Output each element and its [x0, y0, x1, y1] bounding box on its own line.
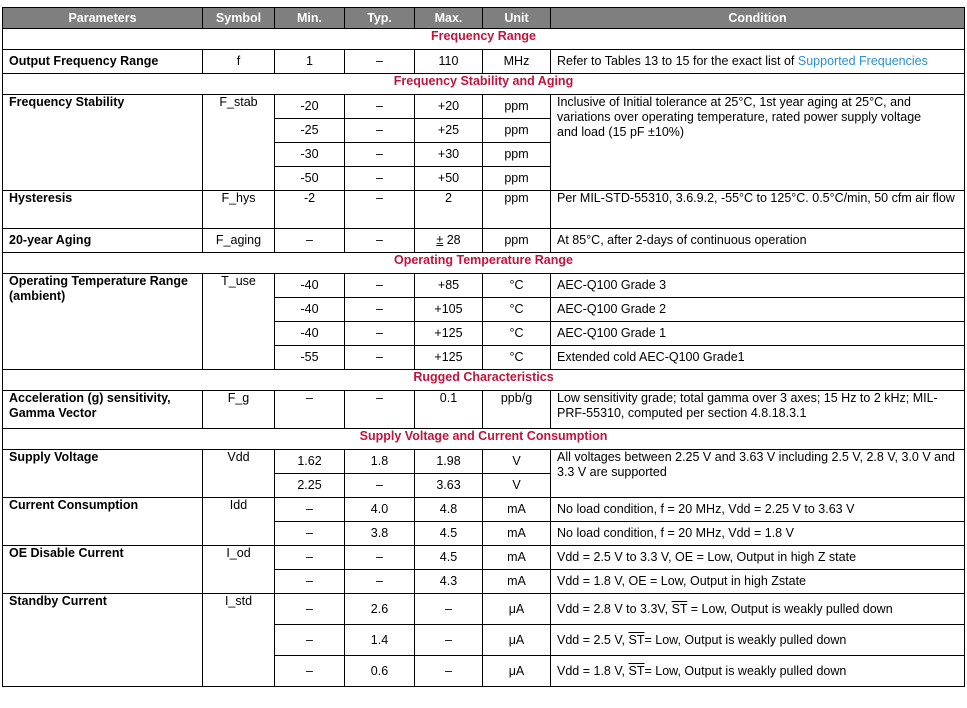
- typ-value: –: [345, 391, 415, 429]
- unit: ppm: [483, 191, 551, 229]
- typ-value: –: [345, 119, 415, 143]
- max-value: 4.8: [415, 498, 483, 522]
- min-value: –: [275, 546, 345, 570]
- condition: Inclusive of Initial tolerance at 25°C, 1st year aging at 25°C, and variations over operating temperature, rated power supply voltage and load (15 pF ±10%): [551, 95, 965, 191]
- condition: AEC-Q100 Grade 3: [551, 274, 965, 298]
- unit: V: [483, 474, 551, 498]
- min-value: 1: [275, 50, 345, 74]
- typ-value: 1.8: [345, 450, 415, 474]
- supported-frequencies-link[interactable]: Supported Frequencies: [797, 54, 928, 68]
- unit: ppb/g: [483, 391, 551, 429]
- unit: MHz: [483, 50, 551, 74]
- param-name: Frequency Stability: [3, 95, 203, 191]
- section-title: Operating Temperature Range: [3, 253, 965, 274]
- typ-value: 1.4: [345, 625, 415, 656]
- condition: [551, 50, 965, 74]
- min-value: –: [275, 498, 345, 522]
- header-condition: Condition: [551, 8, 965, 29]
- typ-value: –: [345, 95, 415, 119]
- typ-value: 4.0: [345, 498, 415, 522]
- min-value: -2: [275, 191, 345, 229]
- unit: mA: [483, 522, 551, 546]
- typ-value: 0.6: [345, 656, 415, 687]
- st-pin-label: $\overline{ST}$: [671, 601, 688, 616]
- condition: Vdd = 2.5 V to 3.3 V, OE = Low, Output in high Z state: [551, 546, 965, 570]
- condition-suffix: = Low, Output is weakly pulled down: [644, 663, 847, 678]
- table-row: [3, 450, 965, 474]
- table-row: [3, 274, 965, 298]
- max-value: 2: [415, 191, 483, 229]
- max-value: –: [415, 656, 483, 687]
- typ-value: –: [345, 322, 415, 346]
- condition: [551, 594, 965, 625]
- symbol: f: [203, 50, 275, 74]
- max-value: 110: [415, 50, 483, 74]
- symbol: I_std: [203, 594, 275, 687]
- min-value: –: [275, 570, 345, 594]
- max-value: 1.98: [415, 450, 483, 474]
- min-value: -20: [275, 95, 345, 119]
- condition: At 85°C, after 2-days of continuous operation: [551, 229, 965, 253]
- param-name: Hysteresis: [3, 191, 203, 229]
- min-value: 2.25: [275, 474, 345, 498]
- min-value: –: [275, 391, 345, 429]
- unit: ppm: [483, 167, 551, 191]
- st-pin-label: $\overline{ST}$: [628, 632, 645, 647]
- max-number: 28: [443, 233, 461, 247]
- condition-prefix: Vdd = 2.8 V to 3.3V,: [557, 601, 672, 616]
- min-value: –: [275, 229, 345, 253]
- condition-prefix: Vdd = 2.5 V,: [557, 632, 629, 647]
- unit: μA: [483, 594, 551, 625]
- typ-value: –: [345, 474, 415, 498]
- condition: AEC-Q100 Grade 1: [551, 322, 965, 346]
- param-name: 20-year Aging: [3, 229, 203, 253]
- typ-value: –: [345, 274, 415, 298]
- min-value: -40: [275, 322, 345, 346]
- unit: °C: [483, 298, 551, 322]
- section-title: Frequency Range: [3, 29, 965, 50]
- header-typ: Typ.: [345, 8, 415, 29]
- max-value: +125: [415, 322, 483, 346]
- unit: ppm: [483, 143, 551, 167]
- min-value: -40: [275, 298, 345, 322]
- unit: °C: [483, 346, 551, 370]
- min-value: -25: [275, 119, 345, 143]
- min-value: -30: [275, 143, 345, 167]
- plus-minus-sign: ±: [436, 233, 444, 247]
- section-title: Supply Voltage and Current Consumption: [3, 429, 965, 450]
- unit: ppm: [483, 229, 551, 253]
- param-name: Acceleration (g) sensitivity, Gamma Vector: [3, 391, 203, 429]
- section-title: Frequency Stability and Aging: [3, 74, 965, 95]
- param-name: Supply Voltage: [3, 450, 203, 498]
- condition-text: Refer to Tables 13 to 15 for the exact list of: [557, 54, 798, 68]
- condition: Extended cold AEC-Q100 Grade1: [551, 346, 965, 370]
- param-name: Output Frequency Range: [3, 50, 203, 74]
- max-value: 4.5: [415, 546, 483, 570]
- max-value: +50: [415, 167, 483, 191]
- symbol: F_aging: [203, 229, 275, 253]
- section-row: [3, 29, 965, 50]
- condition-suffix: = Low, Output is weakly pulled down: [644, 632, 847, 647]
- symbol: F_stab: [203, 95, 275, 191]
- typ-value: –: [345, 229, 415, 253]
- param-name: Operating Temperature Range (ambient): [3, 274, 203, 370]
- condition: [551, 625, 965, 656]
- typ-value: –: [345, 50, 415, 74]
- symbol: F_g: [203, 391, 275, 429]
- st-pin-label: $\overline{ST}$: [628, 663, 645, 678]
- condition-prefix: Vdd = 1.8 V,: [557, 663, 629, 678]
- unit: mA: [483, 546, 551, 570]
- header-row: [3, 8, 965, 29]
- max-value: –: [415, 594, 483, 625]
- min-value: –: [275, 594, 345, 625]
- spec-table: [2, 7, 965, 687]
- condition: No load condition, f = 20 MHz, Vdd = 1.8 V: [551, 522, 965, 546]
- table-row: [3, 191, 965, 229]
- section-row: [3, 370, 965, 391]
- max-value: +20: [415, 95, 483, 119]
- typ-value: –: [345, 546, 415, 570]
- condition: Per MIL-STD-55310, 3.6.9.2, -55°C to 125°C. 0.5°C/min, 50 cfm air flow: [551, 191, 965, 229]
- typ-value: –: [345, 143, 415, 167]
- min-value: 1.62: [275, 450, 345, 474]
- section-title: Rugged Characteristics: [3, 370, 965, 391]
- header-unit: Unit: [483, 8, 551, 29]
- typ-value: –: [345, 346, 415, 370]
- max-value: 4.3: [415, 570, 483, 594]
- condition-suffix: = Low, Output is weakly pulled down: [687, 601, 893, 616]
- typ-value: –: [345, 191, 415, 229]
- max-value: +30: [415, 143, 483, 167]
- max-value: +105: [415, 298, 483, 322]
- max-value: 4.5: [415, 522, 483, 546]
- table-row: [3, 95, 965, 119]
- typ-value: 3.8: [345, 522, 415, 546]
- table-row: [3, 391, 965, 429]
- symbol: F_hys: [203, 191, 275, 229]
- section-row: [3, 253, 965, 274]
- typ-value: –: [345, 570, 415, 594]
- unit: mA: [483, 570, 551, 594]
- typ-value: –: [345, 298, 415, 322]
- min-value: -40: [275, 274, 345, 298]
- condition: Low sensitivity grade; total gamma over 3 axes; 15 Hz to 2 kHz; MIL-PRF-55310, computed per section 4.8.18.3.1: [551, 391, 965, 429]
- max-value: 3.63: [415, 474, 483, 498]
- unit: °C: [483, 274, 551, 298]
- unit: ppm: [483, 95, 551, 119]
- max-value: +85: [415, 274, 483, 298]
- condition: All voltages between 2.25 V and 3.63 V including 2.5 V, 2.8 V, 3.0 V and 3.3 V are supported: [551, 450, 965, 498]
- table-row: [3, 229, 965, 253]
- header-symbol: Symbol: [203, 8, 275, 29]
- symbol: T_use: [203, 274, 275, 370]
- table-row: [3, 594, 965, 625]
- max-value: +125: [415, 346, 483, 370]
- param-name: Current Consumption: [3, 498, 203, 546]
- param-name: OE Disable Current: [3, 546, 203, 594]
- max-value: +25: [415, 119, 483, 143]
- min-value: -50: [275, 167, 345, 191]
- table-row: [3, 50, 965, 74]
- header-parameters: Parameters: [3, 8, 203, 29]
- typ-value: –: [345, 167, 415, 191]
- condition: Vdd = 1.8 V, OE = Low, Output in high Zstate: [551, 570, 965, 594]
- header-min: Min.: [275, 8, 345, 29]
- table-row: [3, 546, 965, 570]
- unit: °C: [483, 322, 551, 346]
- typ-value: 2.6: [345, 594, 415, 625]
- table-row: [3, 498, 965, 522]
- unit: μA: [483, 625, 551, 656]
- min-value: -55: [275, 346, 345, 370]
- unit: μA: [483, 656, 551, 687]
- section-row: [3, 74, 965, 95]
- symbol: Vdd: [203, 450, 275, 498]
- section-row: [3, 429, 965, 450]
- symbol: Idd: [203, 498, 275, 546]
- max-value: –: [415, 625, 483, 656]
- max-value: 0.1: [415, 391, 483, 429]
- unit: V: [483, 450, 551, 474]
- condition: [551, 656, 965, 687]
- unit: ppm: [483, 119, 551, 143]
- symbol: I_od: [203, 546, 275, 594]
- header-max: Max.: [415, 8, 483, 29]
- unit: mA: [483, 498, 551, 522]
- max-value: [415, 229, 483, 253]
- condition: AEC-Q100 Grade 2: [551, 298, 965, 322]
- condition: No load condition, f = 20 MHz, Vdd = 2.25 V to 3.63 V: [551, 498, 965, 522]
- param-name: Standby Current: [3, 594, 203, 687]
- min-value: –: [275, 522, 345, 546]
- min-value: –: [275, 625, 345, 656]
- min-value: –: [275, 656, 345, 687]
